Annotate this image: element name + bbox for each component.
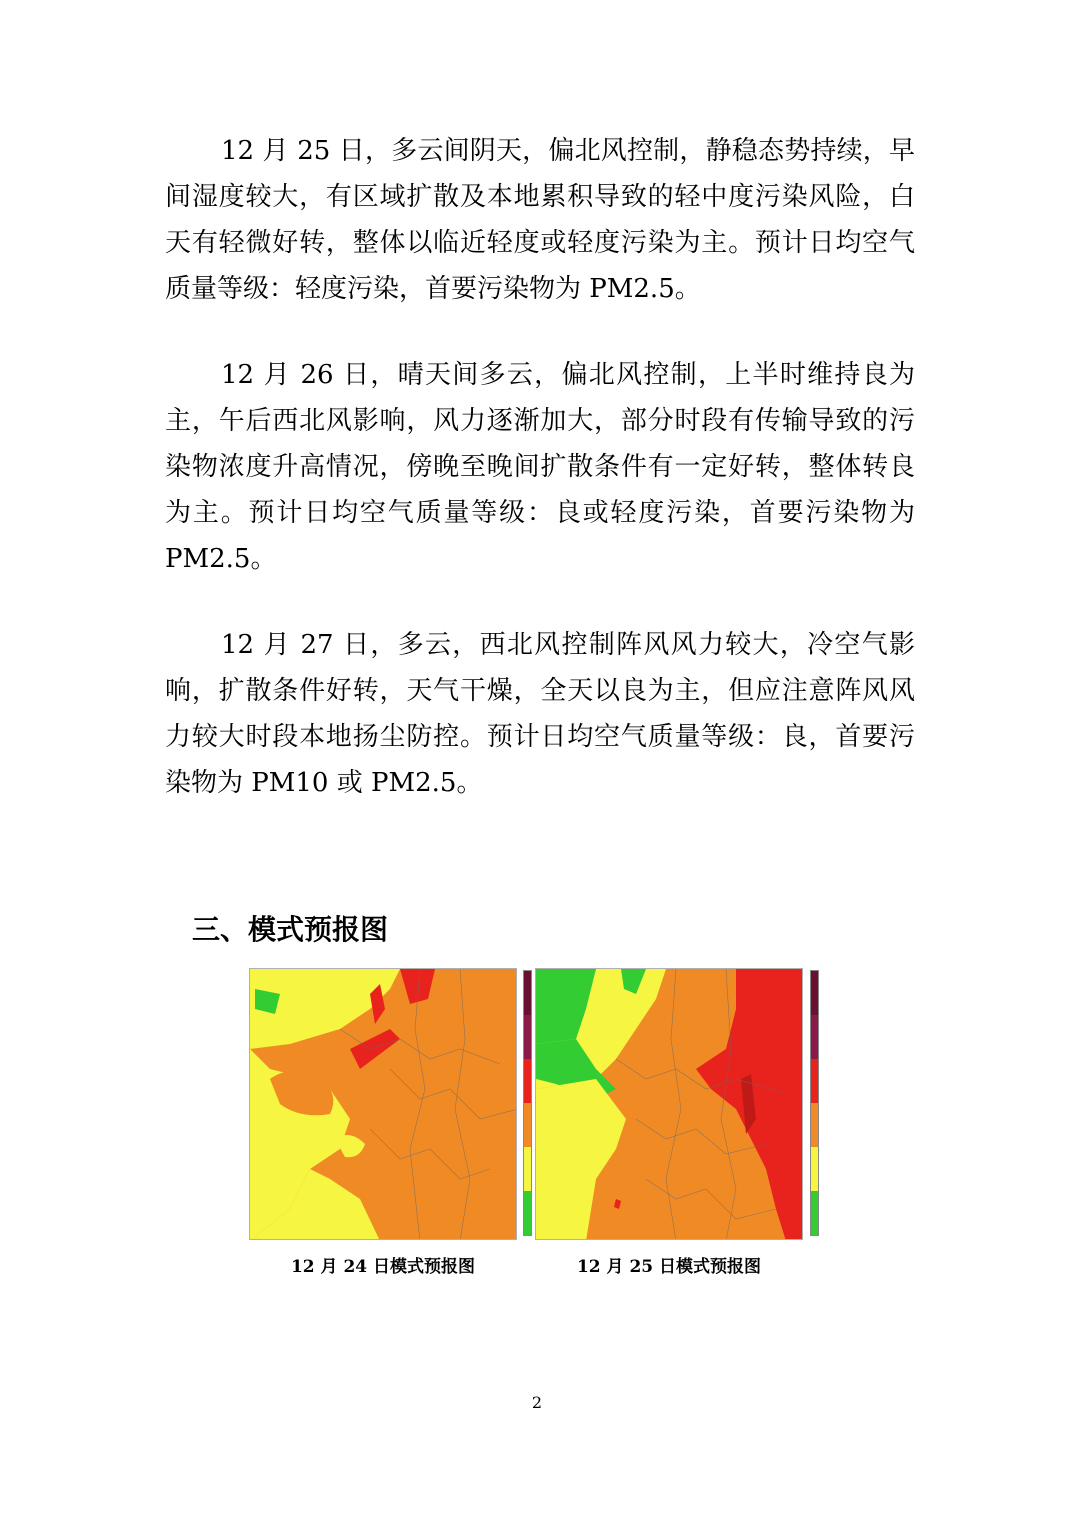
forecast-paragraph-dec27: 12 月 27 日，多云，西北风控制阵风风力较大，冷空气影响，扩散条件好转，天气干燥，全天以良为主，但应注意阵风风力较大时段本地扬尘防控。预计日均空气质量等级：良，首要污染物为 PM10 或 PM2.5。 bbox=[165, 630, 915, 798]
forecast-paragraph-dec25: 12 月 25 日，多云间阴天，偏北风控制，静稳态势持续，早间湿度较大，有区域扩散及本地累积导致的轻中度污染风险，白天有轻微好转，整体以临近轻度或轻度污染为主。预计日均空气质量等级：轻度污染，首要污染物为 PM2.5。 bbox=[165, 136, 915, 304]
figure-caption-2: 12 月 25 日模式预报图 bbox=[576, 1257, 762, 1277]
scale-severe bbox=[524, 971, 531, 1015]
scale-moderate bbox=[524, 1147, 531, 1191]
forecast-map-image bbox=[535, 968, 803, 1240]
scale-medium bbox=[524, 1059, 531, 1103]
color-scale-legend bbox=[523, 970, 532, 1236]
forecast-map-figure-2 bbox=[535, 968, 819, 1240]
scale-severe bbox=[811, 971, 818, 1015]
scale-medium bbox=[811, 1059, 818, 1103]
scale-heavy bbox=[811, 1015, 818, 1059]
scale-moderate bbox=[811, 1147, 818, 1191]
scale-good bbox=[524, 1191, 531, 1235]
section-heading: 三、模式预报图 bbox=[192, 913, 389, 946]
forecast-paragraph-dec26: 12 月 26 日，晴天间多云，偏北风控制，上半时维持良为主，午后西北风影响，风力逐渐加大，部分时段有传输导致的污染物浓度升高情况，傍晚至晚间扩散条件有一定好转，整体转良为主。预计日均空气质量等级：良或轻度污染，首要污染物为 PM2.5。 bbox=[165, 360, 915, 574]
forecast-map-figure-1 bbox=[249, 968, 532, 1240]
scale-good bbox=[811, 1191, 818, 1235]
figure-caption-1: 12 月 24 日模式预报图 bbox=[290, 1257, 476, 1277]
forecast-map-image bbox=[249, 968, 517, 1240]
page-number: 2 bbox=[531, 1393, 543, 1412]
scale-light bbox=[524, 1103, 531, 1147]
color-scale-legend bbox=[810, 970, 819, 1236]
scale-light bbox=[811, 1103, 818, 1147]
scale-heavy bbox=[524, 1015, 531, 1059]
